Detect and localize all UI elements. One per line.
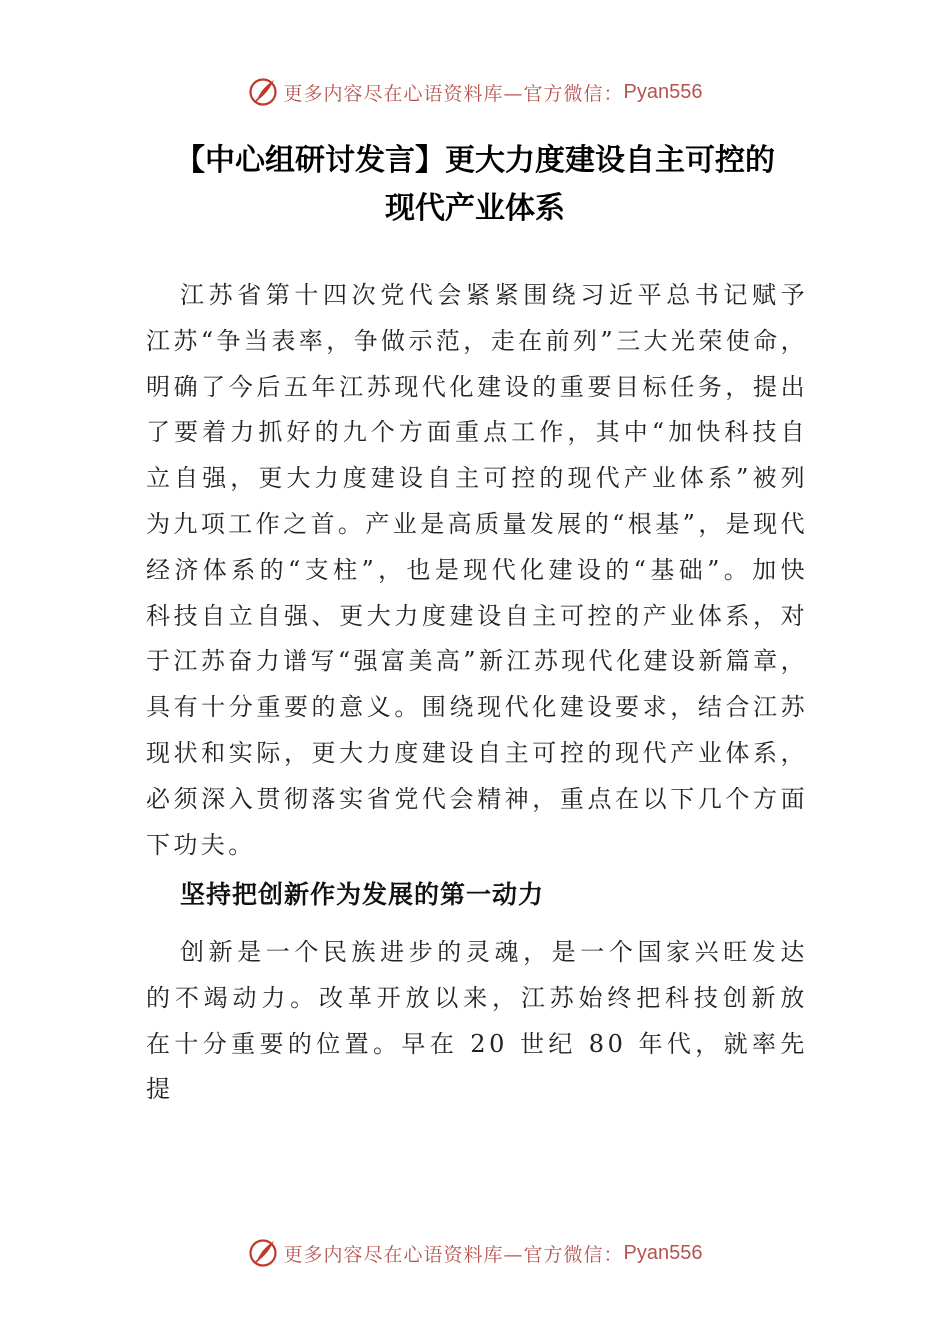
banner-text: 更多内容尽在心语资料库—官方微信： — [283, 82, 624, 105]
footer-banner — [0, 1233, 950, 1273]
banner-wechat-id: Pyan556 — [623, 80, 703, 103]
body-paragraph-1: 江苏省第十四次党代会紧紧围绕习近平总书记赋予江苏“争当表率，争做示范，走在前列”三大光荣使命，明确了今后五年江苏现代化建设的重要目标任务，提出了要着力抓好的九个方面重点工作，其中“加快科技自立自强，更大力度建设自主可控的现代产业体系”被列为九项工作之首。产业是高质量发展的“根基”，是现代经济体系的“支柱”，也是现代化建设的“基础”。加快科技自立自强、更大力度建设自主可控的产业体系，对于江苏奋力谱写“强富美高”新江苏现代化建设新篇章，具有十分重要的意义。围绕现代化建设要求，结合江苏现状和实际，更大力度建设自主可控的现代产业体系，必须深入贯彻落实省党代会精神，重点在以下几个方面下功夫。 — [146, 281, 808, 859]
title-line-1: 【中心组研讨发言】更大力度建设自主可控的 — [175, 143, 775, 178]
banner-text: 更多内容尽在心语资料库—官方微信： — [283, 1243, 624, 1266]
feather-quill-logo-icon — [248, 1238, 278, 1268]
section-heading-1: 坚持把创新作为发展的第一动力 — [180, 880, 545, 909]
header-banner — [0, 72, 950, 112]
banner-wechat-id: Pyan556 — [623, 1241, 703, 1264]
title-line-2: 现代产业体系 — [385, 191, 565, 226]
document-title — [100, 137, 850, 233]
body-paragraph-2: 创新是一个民族进步的灵魂，是一个国家兴旺发达的不竭动力。改革开放以来，江苏始终把科技创新放在十分重要的位置。早在 20 世纪 80 年代，就率先提 — [146, 938, 808, 1104]
feather-quill-logo-icon — [248, 77, 278, 107]
